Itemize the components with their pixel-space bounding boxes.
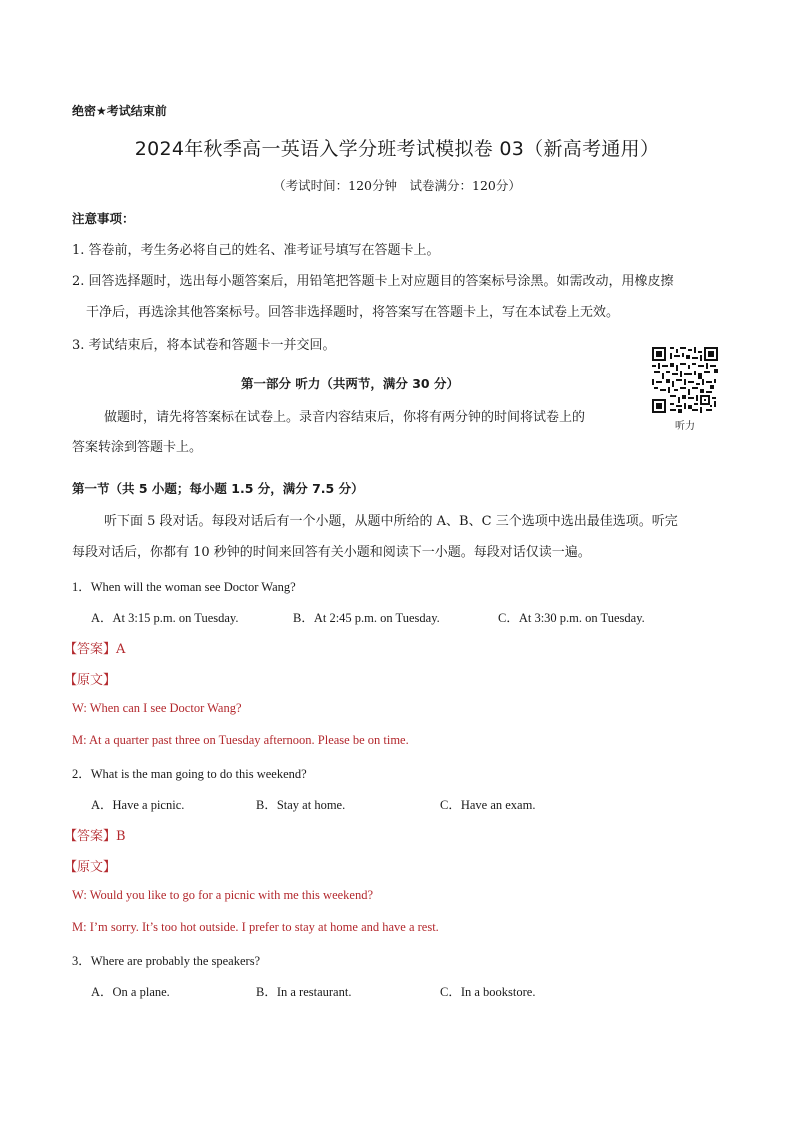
question-1-dialog-line-2: M: At a quarter past three on Tuesday afternoon. Please be on time. (72, 733, 409, 747)
listening-qr-code[interactable] (652, 347, 718, 413)
question-1-stem: 1．When will the woman see Doctor Wang? (72, 580, 296, 594)
question-1-option-c: C．At 3:30 p.m. on Tuesday. (498, 611, 645, 625)
question-3-option-a: A．On a plane. (91, 985, 170, 999)
question-1-option-b: B．At 2:45 p.m. on Tuesday. (293, 611, 440, 625)
question-3-option-c: C．In a bookstore. (440, 985, 536, 999)
question-2-original-label: 【原文】 (64, 860, 117, 875)
section1-intro-line-1: 听下面 5 段对话。每段对话后有一个小题，从题中所给的 A、B、C 三个选项中选出最佳选项。听完 (104, 514, 678, 529)
question-1-answer: 【答案】A (64, 642, 126, 657)
question-2-dialog-line-1: W: Would you like to go for a picnic with me this weekend? (72, 888, 374, 902)
secret-label: 绝密★考试结束前 (72, 104, 167, 118)
question-1-option-a: A．At 3:15 p.m. on Tuesday. (91, 611, 239, 625)
question-2-option-b: B．Stay at home. (256, 798, 346, 812)
note-item-2-line-2: 干净后，再选涂其他答案标号。回答非选择题时，将答案写在答题卡上，写在本试卷上无效。 (86, 305, 620, 320)
section1-title: 第一节（共 5 小题；每小题 1.5 分，满分 7.5 分） (72, 481, 364, 496)
question-1-dialog-line-1: W: When can I see Doctor Wang? (72, 701, 242, 715)
question-2-dialog-line-2: M: I’m sorry. It’s too hot outside. I prefer to stay at home and have a rest. (72, 920, 439, 934)
note-item-2-line-1: 2. 回答选择题时，选出每小题答案后，用铅笔把答题卡上对应题目的答案标号涂黑。如需改动，用橡皮擦 (72, 274, 674, 289)
question-2-answer: 【答案】B (64, 829, 126, 844)
exam-subtitle: （考试时间：120分钟 试卷满分：120分） (273, 178, 521, 193)
question-2-option-c: C．Have an exam. (440, 798, 536, 812)
question-3-option-b: B．In a restaurant. (256, 985, 352, 999)
question-2-option-a: A．Have a picnic. (91, 798, 185, 812)
question-2-stem: 2．What is the man going to do this weekend? (72, 767, 307, 781)
question-1-original-label: 【原文】 (64, 673, 117, 688)
part1-intro-line-2: 答案转涂到答题卡上。 (72, 440, 203, 455)
part1-intro-line-1: 做题时，请先将答案标在试卷上。录音内容结束后，你将有两分钟的时间将试卷上的 (104, 410, 586, 425)
exam-title: 2024年秋季高一英语入学分班考试模拟卷 03（新高考通用） (134, 138, 660, 160)
qr-label: 听力 (675, 421, 695, 432)
section1-intro-line-2: 每段对话后，你都有 10 秒钟的时间来回答有关小题和阅读下一小题。每段对话仅读一遍。 (72, 545, 591, 560)
notes-heading: 注意事项： (72, 211, 135, 226)
question-3-stem: 3．Where are probably the speakers? (72, 954, 261, 968)
note-item-3: 3. 考试结束后，将本试卷和答题卡一并交回。 (72, 338, 336, 353)
part1-title: 第一部分 听力（共两节，满分 30 分） (241, 376, 459, 391)
note-item-1: 1. 答卷前，考生务必将自己的姓名、准考证号填写在答题卡上。 (72, 243, 440, 258)
